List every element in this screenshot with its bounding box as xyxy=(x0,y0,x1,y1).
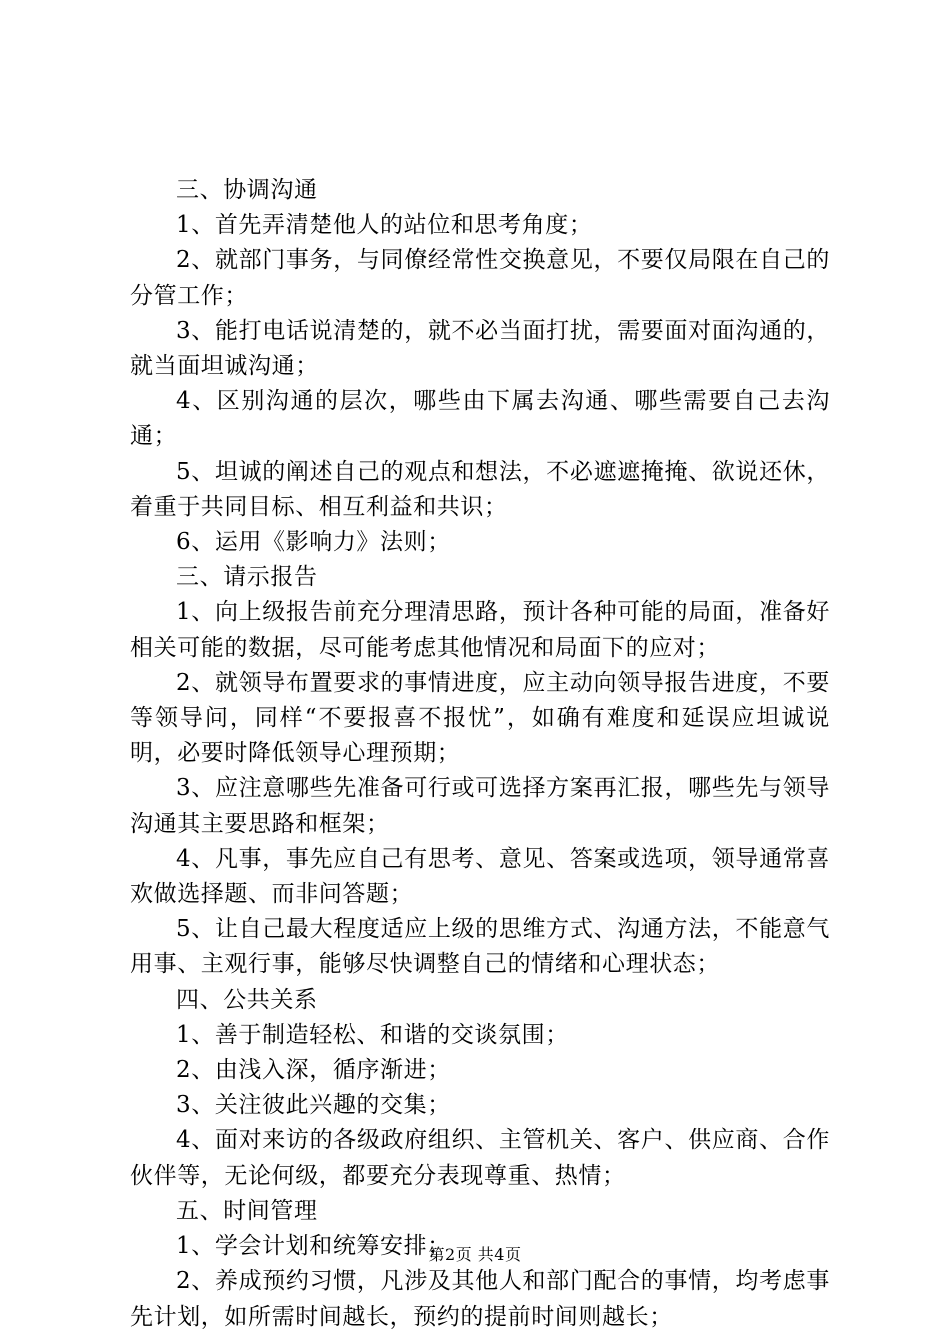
list-item: 1、学会计划和统筹安排； xyxy=(176,1233,451,1260)
list-item: 5、坦诚的阐述自己的观点和想法，不必遮遮掩掩、欲说还休，着重于共同目标、相互利益和共识； xyxy=(130,458,830,520)
section-heading: 三、协调沟通 xyxy=(176,177,318,203)
list-item: 5、让自己最大程度适应上级的思维方式、沟通方法，不能意气用事、主观行事，能够尽快调整自己的情绪和心理状态； xyxy=(130,916,830,978)
list-item: 3、关注彼此兴趣的交集； xyxy=(176,1092,451,1119)
document-body xyxy=(130,173,830,1335)
list-item: 6、运用《影响力》法则； xyxy=(176,529,451,556)
list-item: 2、由浅入深，循序渐进； xyxy=(176,1057,451,1084)
list-item: 4、区别沟通的层次，哪些由下属去沟通、哪些需要自己去沟通； xyxy=(130,388,830,450)
list-item: 2、就领导布置要求的事情进度，应主动向领导报告进度，不要等领导问，同样“不要报喜不报忧”，如确有难度和延误应坦诚说明，必要时降低领导心理预期； xyxy=(130,669,830,767)
list-item: 1、善于制造轻松、和谐的交谈氛围； xyxy=(176,1021,569,1048)
list-item: 2、就部门事务，与同僚经常性交换意见，不要仅局限在自己的分管工作； xyxy=(130,247,830,309)
list-item: 1、向上级报告前充分理清思路，预计各种可能的局面，准备好相关可能的数据，尽可能考虑其他情况和局面下的应对； xyxy=(130,599,830,661)
list-item: 4、面对来访的各级政府组织、主管机关、客户、供应商、合作伙伴等，无论何级，都要充分表现尊重、热情； xyxy=(130,1127,830,1189)
section-heading: 三、请示报告 xyxy=(176,564,318,591)
section-heading: 四、公共关系 xyxy=(176,986,318,1013)
page-number-footer: 第2页 共4页 xyxy=(428,1245,522,1264)
list-item: 4、凡事，事先应自己有思考、意见、答案或选项，领导通常喜欢做选择题、而非问答题； xyxy=(130,845,830,908)
list-item: 3、应注意哪些先准备可行或可选择方案再汇报，哪些先与领导沟通其主要思路和框架； xyxy=(130,775,830,837)
list-item: 2、养成预约习惯，凡涉及其他人和部门配合的事情，均考虑事先计划，如所需时间越长，预约的提前时间则越长； xyxy=(130,1268,830,1330)
list-item: 1、首先弄清楚他人的站位和思考角度； xyxy=(176,212,593,239)
section-heading: 五、时间管理 xyxy=(176,1197,318,1224)
list-item: 3、能打电话说清楚的，就不必当面打扰，需要面对面沟通的，就当面坦诚沟通； xyxy=(130,317,830,380)
